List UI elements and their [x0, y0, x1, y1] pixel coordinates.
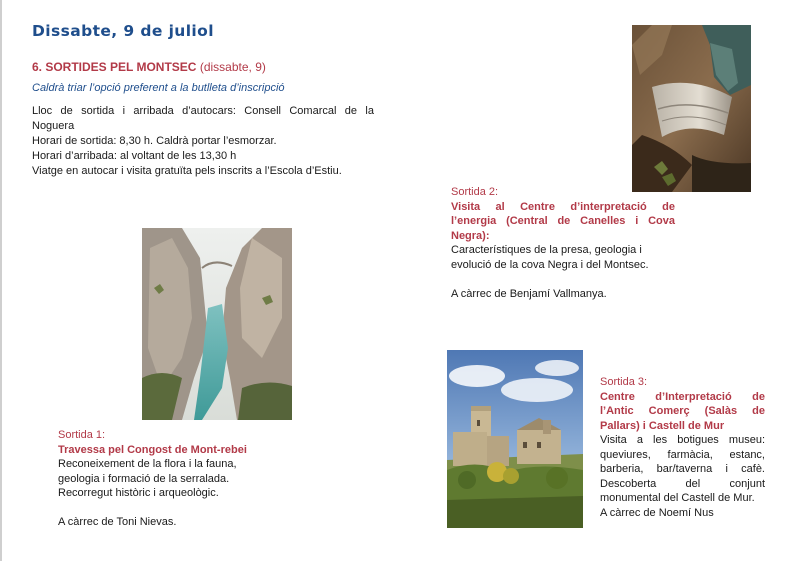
outing-1-desc-line: Recorregut històric i arqueològic.	[58, 487, 219, 499]
outing-3-guide: A càrrec de Noemí Nus	[600, 506, 714, 519]
outing-3	[600, 375, 765, 520]
departure-info	[32, 104, 374, 179]
outing-1-title: Travessa pel Congost de Mont-rebei	[58, 443, 247, 456]
outing-3-title-line: l’Antic Comerç (Salàs de	[600, 405, 765, 417]
page-left-border	[0, 0, 2, 561]
info-line: Noguera	[32, 120, 75, 132]
outing-2-guide: A càrrec de Benjamí Vallmanya.	[451, 287, 607, 300]
outing-2	[451, 185, 675, 301]
section-title	[32, 60, 266, 74]
gorge-photo	[142, 228, 292, 420]
outing-3-title-line: Pallars) i Castell de Mur	[600, 419, 725, 432]
outing-1-guide: A càrrec de Toni Nievas.	[58, 516, 177, 528]
info-line: Viatge en autocar i visita gratuïta pels inscrits a l’Escola d’Estiu.	[32, 165, 342, 177]
outing-3-desc-line: barberia, bar/taverna i cafè.	[600, 463, 765, 475]
outing-2-title-line: l’energia (Central de Canelles i Cova	[451, 215, 675, 227]
outing-1-desc-line: Reconeixement de la flora i la fauna,	[58, 458, 237, 470]
outing-2-number: Sortida 2:	[451, 186, 499, 198]
outing-1-number: Sortida 1:	[58, 429, 106, 441]
info-line: Horari d’arribada: al voltant de les 13,30 h	[32, 150, 237, 162]
date-title: Dissabte, 9 de juliol	[32, 22, 214, 40]
info-line: Lloc de sortida i arribada d’autocars: Consell Comarcal de la	[32, 105, 374, 117]
info-line: Horari de sortida: 8,30 h. Caldrà portar l’esmorzar.	[32, 135, 277, 147]
outing-1	[58, 428, 278, 530]
outing-3-title-line: Centre d’Interpretació de	[600, 390, 765, 403]
castle-photo	[447, 350, 583, 528]
section-title-date: (dissabte, 9)	[199, 60, 266, 74]
outing-3-desc-line: Visita a les botigues museu:	[600, 434, 765, 446]
outing-3-desc-line: Descoberta del conjunt	[600, 477, 765, 490]
outing-2-title-line: Visita al Centre d’interpretació de	[451, 200, 675, 213]
outing-2-title-line: Negra):	[451, 229, 490, 242]
dam-photo	[632, 25, 751, 192]
registration-instruction: Caldrà triar l’opció preferent a la butlleta d’inscripció	[32, 82, 285, 94]
outing-3-desc-line: monumental del Castell de Mur.	[600, 492, 755, 504]
outing-1-desc-line: geologia i formació de la serralada.	[58, 472, 230, 485]
section-title-text: 6. SORTIDES PEL MONTSEC	[32, 60, 197, 74]
outing-2-desc-line: evolució de la cova Negra i del Montsec.	[451, 258, 649, 271]
outing-3-desc-line: queviures, farmàcia, estanc,	[600, 448, 765, 461]
outing-2-desc-line: Característiques de la presa, geologia i	[451, 244, 642, 256]
outing-3-number: Sortida 3:	[600, 376, 648, 388]
